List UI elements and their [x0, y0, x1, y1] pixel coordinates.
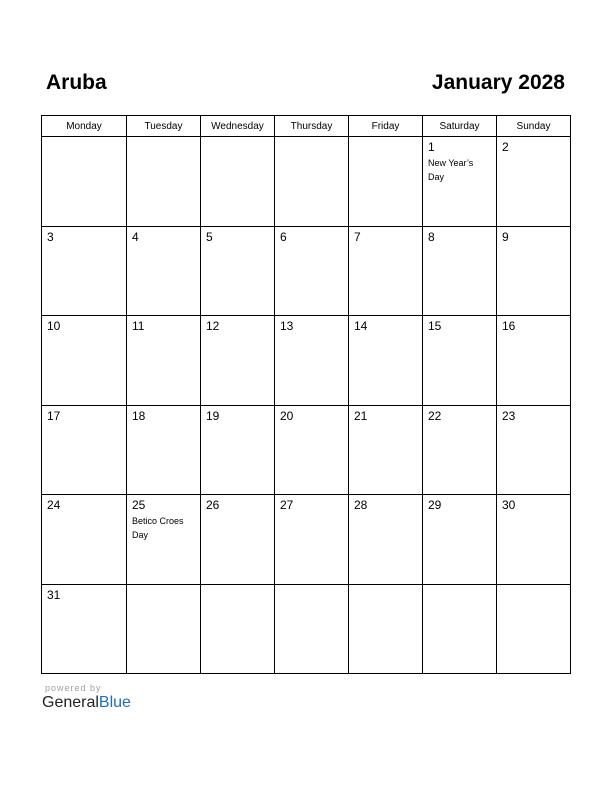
day-number: 18	[132, 408, 146, 423]
day-number: 3	[47, 229, 54, 244]
day-number: 9	[502, 229, 509, 244]
day-cell	[497, 226, 571, 316]
day-number: 26	[206, 498, 220, 512]
day-cell	[201, 137, 275, 227]
weekday-header-row	[42, 116, 571, 137]
brand-general-text: General	[42, 694, 99, 711]
week-row	[42, 226, 571, 316]
day-cell	[497, 137, 571, 227]
calendar-grid	[41, 115, 571, 674]
day-cell	[42, 316, 127, 406]
holiday-label: Betico Croes Day	[132, 516, 184, 540]
day-cell	[275, 226, 349, 316]
day-cell	[423, 584, 497, 674]
day-number: 10	[47, 319, 61, 333]
day-cell	[127, 316, 201, 406]
day-cell	[201, 584, 275, 674]
day-number: 12	[206, 319, 220, 333]
week-row	[42, 495, 571, 585]
day-cell	[423, 137, 497, 227]
powered-by-text: powered by	[45, 683, 102, 693]
day-number: 1	[428, 140, 435, 154]
day-number: 7	[354, 229, 361, 244]
day-number: 22	[428, 408, 442, 423]
day-cell	[497, 495, 571, 585]
day-cell	[127, 495, 201, 585]
day-number: 11	[132, 319, 145, 333]
day-cell	[497, 405, 571, 495]
day-number: 13	[280, 319, 294, 333]
day-number: 14	[354, 319, 368, 333]
day-cell	[275, 584, 349, 674]
day-number: 23	[502, 408, 516, 423]
day-number: 27	[280, 498, 294, 512]
weekday-header: Saturday	[423, 116, 497, 137]
day-cell	[423, 316, 497, 406]
weekday-header: Monday	[42, 116, 127, 137]
day-number: 31	[47, 587, 61, 602]
day-cell	[201, 495, 275, 585]
month-year-title: January 2028	[431, 71, 565, 94]
day-cell	[349, 226, 423, 316]
day-number: 8	[428, 229, 435, 244]
day-cell	[423, 495, 497, 585]
day-number: 29	[428, 498, 442, 512]
day-cell	[275, 316, 349, 406]
day-number: 4	[132, 229, 139, 244]
day-cell	[201, 405, 275, 495]
weekday-header: Friday	[349, 116, 423, 137]
day-number: 5	[206, 229, 213, 244]
day-number: 25	[132, 498, 146, 512]
day-cell	[127, 584, 201, 674]
day-cell	[42, 495, 127, 585]
day-number: 21	[354, 408, 368, 423]
week-row	[42, 405, 571, 495]
day-cell	[497, 316, 571, 406]
day-number: 20	[280, 408, 294, 423]
holiday-label: New Year’s Day	[428, 158, 474, 182]
day-cell	[349, 495, 423, 585]
day-cell	[349, 137, 423, 227]
day-cell	[349, 405, 423, 495]
day-cell	[201, 316, 275, 406]
day-cell	[201, 226, 275, 316]
day-number: 30	[502, 498, 516, 512]
day-number: 16	[502, 319, 516, 333]
week-row	[42, 584, 571, 674]
day-cell	[42, 137, 127, 227]
day-cell	[423, 405, 497, 495]
week-row	[42, 137, 571, 227]
day-number: 17	[47, 408, 61, 423]
day-number: 19	[206, 408, 220, 423]
day-cell	[42, 584, 127, 674]
day-cell	[127, 137, 201, 227]
week-row	[42, 316, 571, 406]
day-number: 24	[47, 498, 61, 512]
day-cell	[42, 405, 127, 495]
weekday-header: Thursday	[275, 116, 349, 137]
day-number: 28	[354, 498, 368, 512]
day-cell	[275, 405, 349, 495]
day-number: 15	[428, 319, 442, 333]
day-cell	[127, 226, 201, 316]
day-cell	[423, 226, 497, 316]
day-cell	[42, 226, 127, 316]
weekday-header: Sunday	[497, 116, 571, 137]
brand-blue-text: Blue	[98, 694, 131, 711]
day-number: 2	[502, 140, 509, 154]
day-cell	[275, 495, 349, 585]
day-cell	[275, 137, 349, 227]
country-title: Aruba	[46, 71, 107, 94]
day-number: 6	[280, 229, 287, 244]
day-cell	[349, 584, 423, 674]
day-cell	[497, 584, 571, 674]
day-cell	[127, 405, 201, 495]
day-cell	[349, 316, 423, 406]
generalblue-logo[interactable]	[42, 694, 131, 712]
weekday-header: Tuesday	[127, 116, 201, 137]
weekday-header: Wednesday	[201, 116, 275, 137]
